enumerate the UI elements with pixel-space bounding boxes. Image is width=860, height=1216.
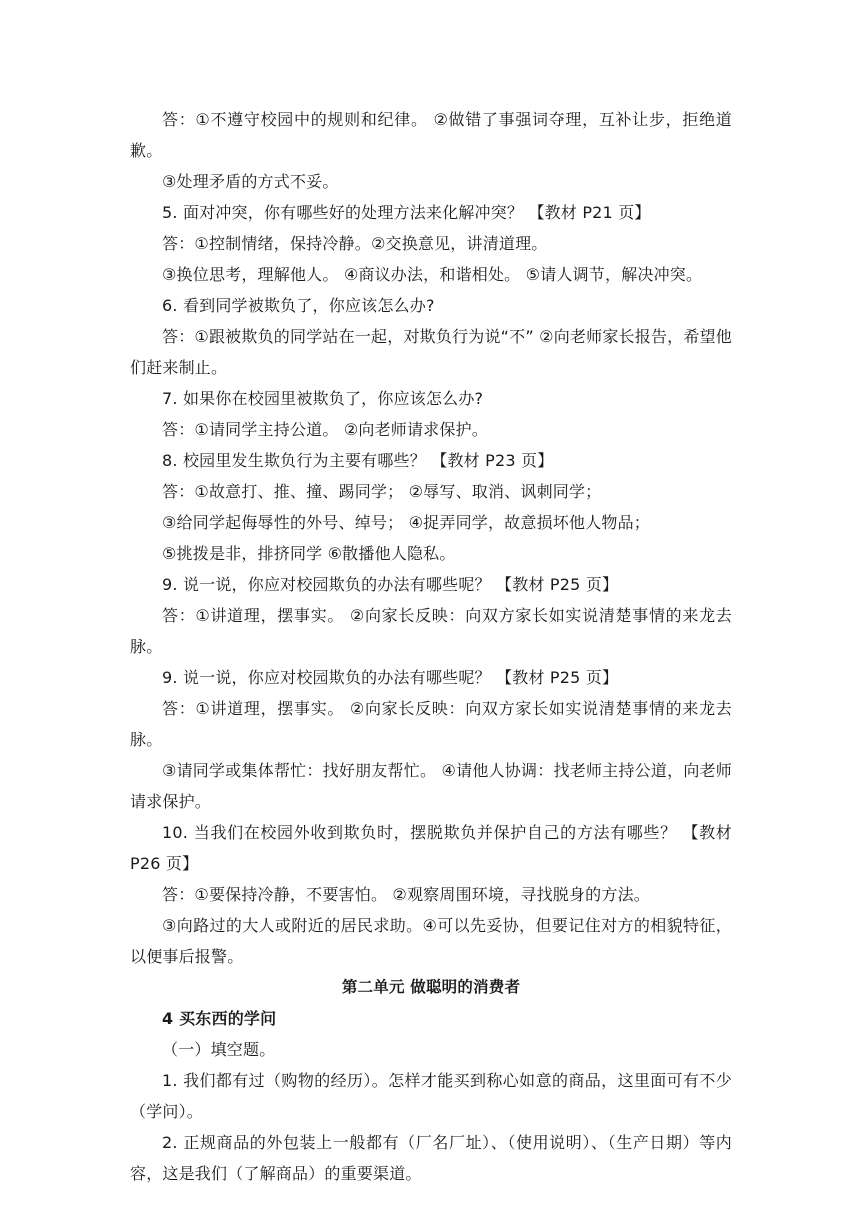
question-paragraph: 7. 如果你在校园里被欺负了，你应该怎么办? [162,389,484,408]
answer-paragraph: ③处理矛盾的方式不妥。 [162,172,339,191]
fill-in-paragraph: 1. 我们都有过（购物的经历）。怎样才能买到称心如意的商品，这里面可有不少（学问）。 [130,1071,732,1121]
question-paragraph: 10. 当我们在校园外收到欺负时，摆脱欺负并保护自己的方法有哪些？ 【教材 P26 页】 [130,823,732,873]
question-paragraph: 9. 说一说，你应对校园欺负的办法有哪些呢？ 【教材 P25 页】 [162,668,619,687]
answer-paragraph: 答：①要保持冷静，不要害怕。 ②观察周围环境，寻找脱身的方法。 [162,885,650,904]
answer-paragraph: ③请同学或集体帮忙：找好朋友帮忙。 ④请他人协调：找老师主持公道，向老师请求保护。 [130,761,732,811]
question-paragraph: 8. 校园里发生欺负行为主要有哪些？ 【教材 P23 页】 [162,451,554,470]
document-page [130,104,732,1189]
answer-paragraph: 答：①讲道理，摆事实。 ②向家长反映：向双方家长如实说清楚事情的来龙去脉。 [130,699,732,749]
answer-paragraph: 答：①不遵守校园中的规则和纪律。 ②做错了事强词夺理，互补让步，拒绝道歉。 [130,110,732,160]
question-paragraph: 6. 看到同学被欺负了，你应该怎么办? [162,296,435,315]
answer-paragraph: 答：①请同学主持公道。 ②向老师请求保护。 [162,420,488,439]
answer-paragraph: ③向路过的大人或附近的居民求助。④可以先妥协，但要记住对方的相貌特征，以便事后报警。 [130,916,732,966]
fill-in-paragraph: 2. 正规商品的外包装上一般都有（厂名厂址）、（使用说明）、（生产日期）等内容，这是我们（了解商品）的重要渠道。 [130,1133,732,1183]
question-paragraph: 5. 面对冲突，你有哪些好的处理方法来化解冲突？ 【教材 P21 页】 [162,203,651,222]
answer-paragraph: 答：①讲道理，摆事实。 ②向家长反映：向双方家长如实说清楚事情的来龙去脉。 [130,606,732,656]
answer-paragraph: ③给同学起侮辱性的外号、绰号； ④捉弄同学，故意损坏他人物品； [162,513,650,532]
question-paragraph: 9. 说一说，你应对校园欺负的办法有哪些呢？ 【教材 P25 页】 [162,575,619,594]
answer-paragraph: 答：①控制情绪，保持冷静。②交换意见，讲清道理。 [162,234,548,253]
answer-paragraph: ⑤挑拨是非，排挤同学 ⑥散播他人隐私。 [162,544,456,563]
section-heading: （一）填空题。 [162,1040,276,1059]
answer-paragraph: 答：①跟被欺负的同学站在一起，对欺负行为说“不” ②向老师家长报告，希望他们赶来制止。 [130,327,732,377]
unit-heading: 第二单元 做聪明的消费者 [341,978,521,996]
lesson-heading: 4 买东西的学问 [162,1009,277,1028]
answer-paragraph: ③换位思考，理解他人。 ④商议办法，和谐相处。 ⑤请人调节，解决冲突。 [162,265,703,284]
answer-paragraph: 答：①故意打、推、撞、踢同学； ②辱写、取消、讽刺同学； [162,482,602,501]
